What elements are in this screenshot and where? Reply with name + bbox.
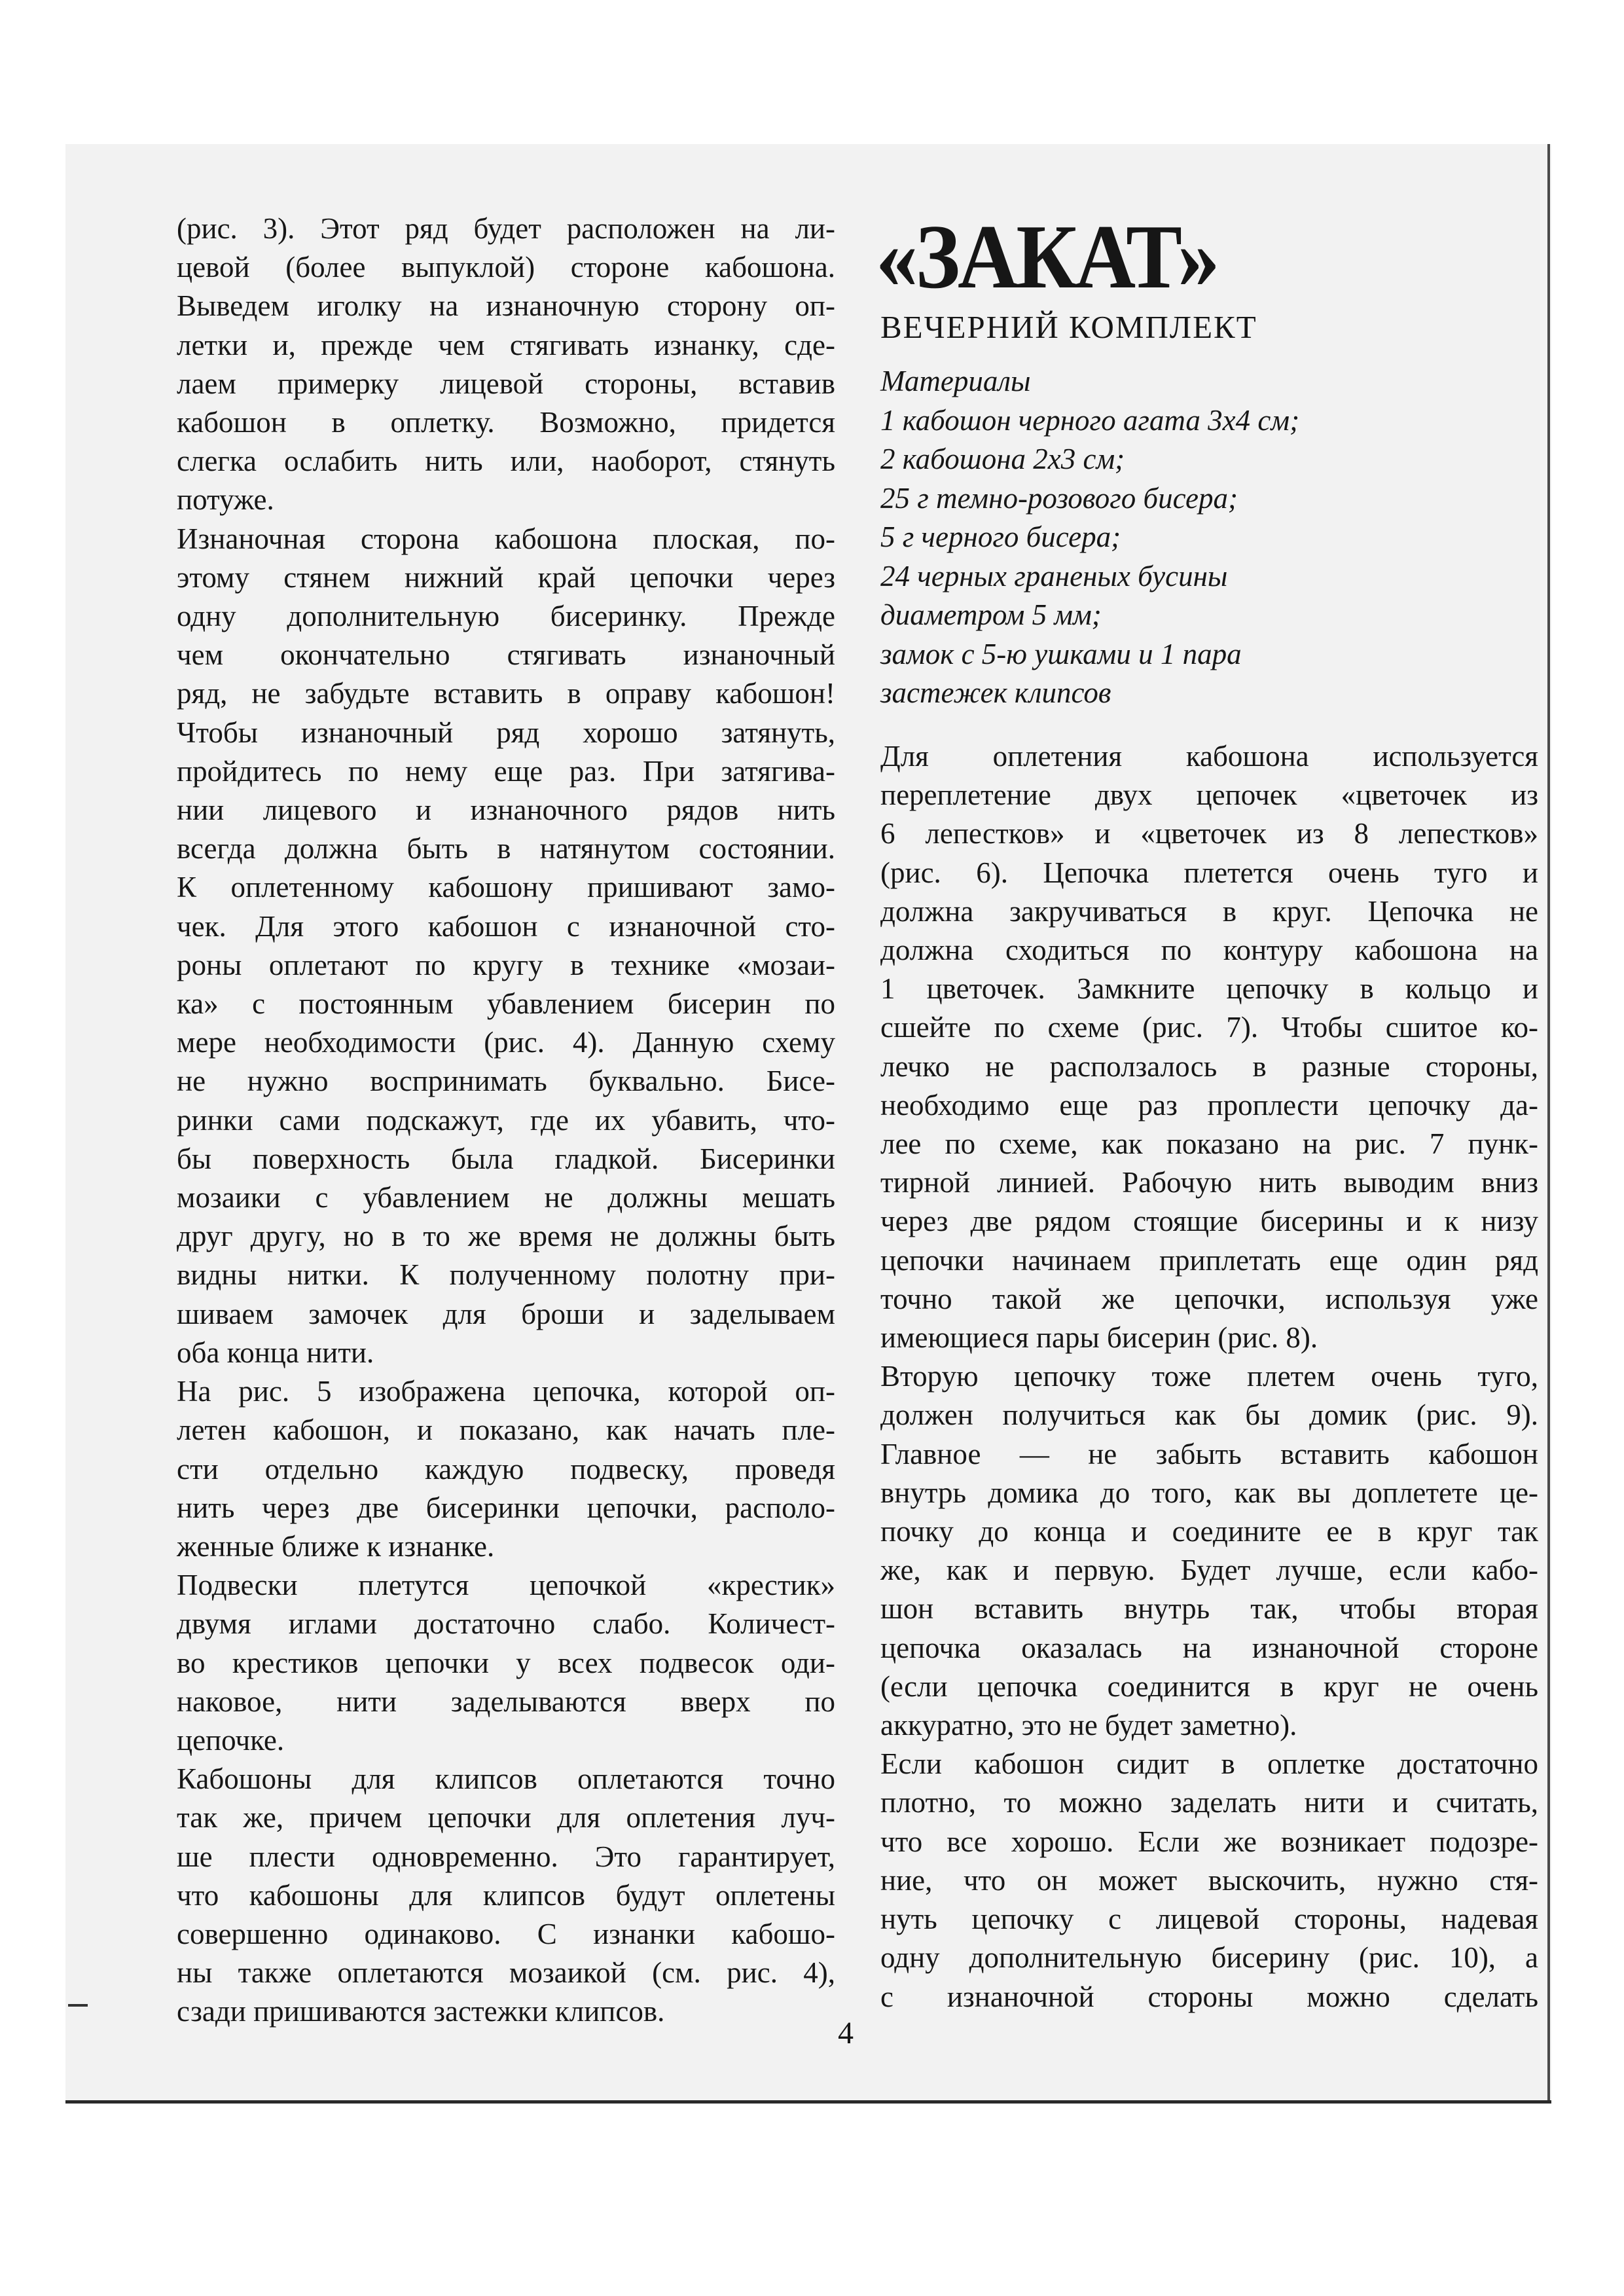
text-line: 6 лепестков» и «цветочек из 8 лепестков»: [880, 817, 1538, 850]
margin-mark: [68, 2004, 88, 2007]
page-number: 4: [838, 2016, 854, 2050]
text-line: цевой (более выпуклой) стороне кабошона.: [177, 251, 835, 284]
text-line: друг другу, но в то же время не должны быть: [177, 1220, 835, 1253]
materials-item: 2 кабошона 2х3 см;: [880, 443, 1125, 475]
left-text-column: [177, 210, 835, 2032]
text-line: летен кабошон, и показано, как начать пле-: [177, 1413, 835, 1447]
text-line: сзади пришиваются застежки клипсов.: [177, 1995, 665, 2028]
text-line: сшейте по схеме (рис. 7). Чтобы сшитое ко-: [880, 1011, 1538, 1044]
text-line: 1 цветочек. Замкните цепочку в кольцо и: [880, 972, 1538, 1006]
materials-item: 25 г темно-розового бисера;: [880, 481, 1238, 515]
text-line: через две рядом стоящие бисерины и к низу: [880, 1205, 1538, 1238]
materials-item: застежек клипсов: [880, 676, 1111, 709]
text-line: ряд, не забудьте вставить в оправу кабошон!: [177, 677, 835, 710]
text-line: нить через две бисеринки цепочки, располо-: [177, 1491, 835, 1524]
text-line: не нужно воспринимать буквально. Бисе-: [177, 1065, 835, 1098]
text-line: оба конца нити.: [177, 1336, 374, 1369]
text-line: Выведем иголку на изнаночную сторону оп-: [177, 289, 835, 323]
text-line: шон вставить внутрь так, чтобы вторая: [880, 1592, 1538, 1626]
text-line: должен получиться как бы домик (рис. 9).: [880, 1398, 1538, 1432]
text-line: нуть цепочку с лицевой стороны, надевая: [880, 1903, 1538, 1936]
materials-item: 24 черных граненых бусины: [880, 559, 1228, 592]
text-line: сти отдельно каждую подвеску, проведя: [177, 1452, 835, 1485]
text-line: шиваем замочек для броши и заделываем: [177, 1297, 835, 1330]
right-text-column: [880, 737, 1538, 2016]
text-line: нии лицевого и изнаночного рядов нить: [177, 793, 835, 827]
text-line: Если кабошон сидит в оплетке достаточно: [880, 1747, 1538, 1781]
text-line: одну дополнительную бисерину (рис. 10), а: [880, 1941, 1538, 1975]
text-line: чем окончательно стягивать изнаночный: [177, 638, 835, 672]
text-line: всегда должна быть в натянутом состоянии.: [177, 832, 835, 866]
text-line: летки и, прежде чем стягивать изнанку, сде-: [177, 328, 835, 361]
text-line: тирной линией. Рабочую нить выводим вниз: [880, 1166, 1538, 1199]
text-line: ше плести одновременно. Это гарантирует,: [177, 1840, 835, 1873]
text-line: мозаики с убавлением не должны мешать: [177, 1181, 835, 1214]
text-line: имеющиеся пары бисерин (рис. 8).: [880, 1321, 1318, 1355]
text-line: этому стянем нижний край цепочки через: [177, 560, 835, 594]
text-line: пройдитесь по нему еще раз. При затягива-: [177, 754, 835, 788]
materials-item: 1 кабошон черного агата 3х4 см;: [880, 403, 1300, 437]
text-line: цепочка оказалась на изнаночной стороне: [880, 1631, 1538, 1664]
text-line: ка» с постоянным убавлением бисерин по: [177, 987, 835, 1021]
text-line: что кабошоны для клипсов будут оплетены: [177, 1878, 835, 1912]
text-line: Изнаночная сторона кабошона плоская, по-: [177, 522, 835, 555]
text-line: же, как и первую. Будет лучше, если кабо-: [880, 1554, 1538, 1587]
text-line: лее по схеме, как показано на рис. 7 пунк-: [880, 1127, 1538, 1161]
text-line: двумя иглами достаточно слабо. Количест-: [177, 1607, 835, 1641]
text-line: (рис. 3). Этот ряд будет расположен на ли-: [177, 212, 835, 245]
article-title: «ЗАКАТ»: [876, 206, 1218, 308]
text-line: аккуратно, это не будет заметно).: [880, 1709, 1297, 1742]
text-line: точно такой же цепочки, используя уже: [880, 1282, 1538, 1315]
text-line: одну дополнительную бисеринку. Прежде: [177, 600, 835, 633]
page-edge-bottom: [65, 2100, 1551, 2104]
text-line: плотно, то можно заделать нити и считать,: [880, 1786, 1538, 1819]
text-line: ние, что он может выскочить, нужно стя-: [880, 1863, 1538, 1897]
text-line: Для оплетения кабошона используется: [880, 740, 1538, 773]
text-line: должна закручиваться в круг. Цепочка не: [880, 894, 1538, 928]
text-line: Подвески плетутся цепочкой «крестик»: [177, 1569, 835, 1602]
article-subtitle: ВЕЧЕРНИЙ КОМПЛЕКТ: [880, 309, 1257, 345]
text-line: необходимо еще раз проплести цепочку да-: [880, 1088, 1538, 1121]
text-line: видны нитки. К полученному полотну при-: [177, 1258, 835, 1292]
text-line: (рис. 6). Цепочка плетется очень туго и: [880, 856, 1538, 889]
text-line: лаем примерку лицевой стороны, вставив: [177, 367, 835, 400]
text-line: чек. Для этого кабошон с изнаночной сто-: [177, 909, 835, 943]
text-line: во крестиков цепочки у всех подвесок оди-: [177, 1646, 835, 1679]
text-line: наковое, нити заделываются вверх по: [177, 1685, 835, 1718]
text-line: лечко не расползалось в разные стороны,: [880, 1049, 1538, 1083]
text-line: внутрь домика до того, как вы доплетете це-: [880, 1476, 1538, 1509]
materials-item: замок с 5-ю ушками и 1 пара: [880, 637, 1242, 670]
materials-item: 5 г черного бисера;: [880, 520, 1121, 553]
text-line: должна сходиться по контуру кабошона на: [880, 934, 1538, 967]
text-line: Кабошоны для клипсов оплетаются точно: [177, 1762, 835, 1796]
materials-item: диаметром 5 мм;: [880, 598, 1102, 631]
text-line: ны также оплетаются мозаикой (см. рис. 4),: [177, 1956, 835, 1990]
materials-list: [880, 362, 1538, 713]
text-line: потуже.: [177, 483, 274, 517]
text-line: цепочки начинаем приплетать еще один ряд: [880, 1243, 1538, 1277]
text-line: кабошон в оплетку. Возможно, придется: [177, 406, 835, 439]
text-line: слегка ослабить нить или, наоборот, стянуть: [177, 445, 835, 478]
text-line: женные ближе к изнанке.: [177, 1529, 495, 1563]
text-line: совершенно одинаково. С изнанки кабошо-: [177, 1917, 835, 1950]
text-line: (если цепочка соединится в круг не очень: [880, 1669, 1538, 1703]
text-line: Вторую цепочку тоже плетем очень туго,: [880, 1360, 1538, 1393]
text-line: цепочке.: [177, 1723, 285, 1757]
text-line: К оплетенному кабошону пришивают замо-: [177, 871, 835, 904]
materials-heading: Материалы: [880, 365, 1031, 397]
text-line: так же, причем цепочки для оплетения луч-: [177, 1801, 835, 1834]
text-line: что все хорошо. Если же возникает подозре-: [880, 1825, 1538, 1858]
text-line: мере необходимости (рис. 4). Данную схему: [177, 1026, 835, 1059]
text-line: На рис. 5 изображена цепочка, которой оп-: [177, 1375, 835, 1408]
text-line: Главное — не забыть вставить кабошон: [880, 1437, 1538, 1470]
text-line: бы поверхность была гладкой. Бисеринки: [177, 1142, 835, 1175]
text-line: Чтобы изнаночный ряд хорошо затянуть,: [177, 716, 835, 749]
page-edge-right: [1547, 144, 1550, 2102]
text-line: роны оплетают по кругу в технике «мозаи-: [177, 948, 835, 981]
text-line: почку до конца и соедините ее в круг так: [880, 1515, 1538, 1548]
text-line: ринки сами подскажут, где их убавить, что-: [177, 1103, 835, 1137]
text-line: с изнаночной стороны можно сделать: [880, 1980, 1538, 2013]
text-line: переплетение двух цепочек «цветочек из: [880, 778, 1538, 812]
